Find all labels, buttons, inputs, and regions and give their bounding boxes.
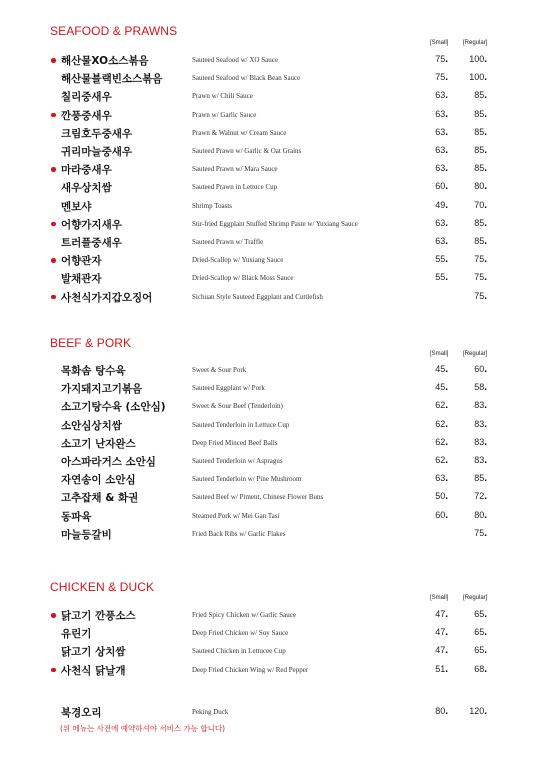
regular-price: [447, 236, 487, 247]
small-size-header: [Small]: [430, 351, 449, 357]
price-dot: .: [445, 72, 448, 84]
price-dot: .: [484, 473, 487, 485]
dish-name-english: Sauteed Tenderloin in Lettuce Cup: [192, 420, 290, 429]
menu-item: [0, 70, 541, 88]
regular-price: [447, 127, 487, 138]
dish-name-english: Shrimp Toasts: [192, 201, 233, 210]
menu-item: [0, 252, 541, 270]
regular-price-value: 80: [474, 181, 485, 192]
menu-item: [0, 125, 541, 143]
dish-name-korean: 닭고기 상치쌈: [61, 646, 126, 659]
regular-price: [447, 364, 487, 375]
menu-item: [0, 471, 541, 489]
regular-price-value: 100: [469, 54, 485, 64]
small-price-value: 50: [435, 491, 446, 502]
dish-name-english: Sauteed Prawn in Lettuce Cup: [192, 183, 278, 192]
price-dot: .: [445, 705, 448, 717]
price-dot: .: [445, 645, 448, 657]
dish-name-english: Sweet & Sour Beef (Tenderloin): [192, 402, 283, 411]
menu-item: [0, 662, 541, 680]
price-dot: .: [484, 645, 487, 657]
regular-price-value: 85: [474, 126, 485, 137]
menu-item: [0, 362, 541, 380]
dish-name-english: Sauteed Prawn w/ Mara Sauce: [192, 165, 278, 174]
price-dot: .: [445, 436, 448, 448]
regular-price: [447, 382, 487, 393]
dish-name-english: Sauteed Prawn w/ Traffle: [192, 238, 264, 246]
small-price-value: 63: [435, 163, 446, 174]
small-price: [408, 163, 448, 174]
dish-name-english: Steamed Pork w/ Mei Gan Tasi: [192, 511, 280, 520]
recommended-dot-icon: [51, 113, 56, 118]
small-price-value: 63: [435, 473, 446, 484]
small-price: [408, 364, 448, 375]
price-dot: .: [445, 455, 448, 466]
recommended-dot-icon: [51, 668, 56, 673]
regular-price: [447, 163, 487, 174]
dish-name-korean: 아스파라거스 소안심: [61, 456, 156, 468]
dish-name-korean: 사천식가지갑오징어: [61, 291, 153, 304]
menu-item: [0, 52, 541, 70]
regular-price-value: 70: [474, 199, 485, 210]
dish-name-korean: 소안심상치쌈: [61, 419, 122, 432]
small-price-value: 62: [435, 418, 446, 429]
price-dot: .: [484, 272, 487, 284]
price-dot: .: [484, 254, 487, 266]
regular-size-header: [Regular]: [463, 595, 488, 601]
regular-price-value: 83: [474, 455, 485, 465]
regular-price: [447, 254, 487, 265]
price-dot: .: [484, 509, 487, 521]
menu-item: [0, 107, 541, 125]
regular-price-value: 85: [474, 473, 485, 484]
price-dot: .: [445, 181, 448, 193]
regular-price-value: 83: [474, 418, 485, 429]
price-dot: .: [484, 663, 487, 675]
regular-price-value: 75: [474, 272, 485, 283]
price-dot: .: [484, 400, 487, 412]
small-price: [408, 109, 448, 120]
dish-name-english: Fried Back Ribs w/ Garlic Flakes: [192, 529, 286, 538]
dish-name-korean: 소고기 난자완스: [61, 437, 136, 450]
small-price-value: 51: [435, 663, 446, 674]
small-price-value: 75: [435, 72, 446, 83]
dish-name-english: Sauteed Beef w/ Piment, Chinese Flower Buns: [192, 493, 324, 502]
price-dot: .: [445, 145, 448, 156]
regular-price: [447, 145, 487, 156]
small-price: [408, 90, 448, 101]
regular-price: [447, 609, 487, 620]
menu-item: [0, 88, 541, 106]
regular-price-value: 120: [469, 705, 485, 716]
regular-price-value: 85: [474, 163, 485, 174]
price-dot: .: [484, 126, 487, 138]
dish-name-korean: 발채관자: [61, 273, 102, 286]
small-price-value: 55: [435, 254, 446, 265]
regular-price: [447, 54, 487, 65]
small-price-value: 63: [435, 108, 446, 119]
small-price: [408, 627, 448, 638]
dish-name-korean: 소고기탕수육 (소안심): [61, 401, 166, 414]
regular-price-value: 60: [474, 364, 485, 374]
small-price: [408, 145, 448, 156]
regular-price: [447, 627, 487, 638]
regular-price: [447, 706, 487, 717]
price-dot: .: [484, 54, 487, 65]
small-price: [408, 254, 448, 265]
price-dot: .: [484, 436, 487, 448]
small-price: [408, 609, 448, 620]
dish-name-english: Sichuan Style Sauteed Eggplant and Cuttlefish: [192, 292, 323, 301]
dish-name-english: Peking Duck: [192, 707, 229, 716]
menu-item: [0, 143, 541, 161]
dish-name-korean: 목화솜 탕수육: [61, 365, 126, 377]
dish-name-english: Stir-fried Eggplant Stuffed Shrimp Paste w/ Yuxiang Sauce: [192, 219, 358, 228]
regular-price: [447, 473, 487, 484]
regular-size-header: [Regular]: [463, 40, 488, 46]
small-price-value: 63: [435, 90, 446, 101]
small-price-value: 62: [435, 455, 446, 465]
regular-price-value: 65: [474, 645, 485, 656]
dish-name-korean: 귀리마늘중새우: [61, 146, 133, 158]
menu-item: [0, 453, 541, 471]
price-dot: .: [484, 418, 487, 430]
regular-price-value: 58: [474, 382, 485, 393]
small-price: [408, 706, 448, 717]
price-dot: .: [484, 90, 487, 102]
small-price: [408, 72, 448, 83]
regular-price: [447, 272, 487, 283]
dish-name-english: Deep Fried Chicken Wing w/ Red Pepper: [192, 665, 309, 674]
small-price-value: 62: [435, 436, 446, 447]
price-dot: .: [484, 364, 487, 375]
regular-price-value: 85: [474, 108, 485, 119]
price-dot: .: [445, 364, 448, 375]
regular-price: [447, 510, 487, 521]
dish-name-english: Dried-Scallop w/ Black Moss Sauce: [192, 274, 294, 283]
menu-item: [0, 526, 541, 544]
regular-price: [447, 528, 487, 539]
recommended-dot-icon: [51, 58, 56, 63]
menu-item: [0, 704, 541, 722]
dish-name-korean: 해산물XO소스볶음: [61, 55, 149, 67]
regular-price-value: 75: [474, 527, 485, 538]
regular-price-value: 68: [474, 663, 485, 674]
recommended-dot-icon: [51, 222, 56, 227]
section-title: CHICKEN & DUCK: [50, 580, 155, 594]
price-dot: .: [484, 455, 487, 466]
regular-price-value: 83: [474, 400, 485, 411]
small-price-value: 49: [435, 199, 446, 210]
menu-item: [0, 508, 541, 526]
small-price: [408, 664, 448, 675]
small-size-header: [Small]: [430, 595, 449, 601]
price-dot: .: [445, 254, 448, 266]
small-price: [408, 272, 448, 283]
menu-item: [0, 161, 541, 179]
menu-item: [0, 179, 541, 197]
menu-item: [0, 435, 541, 453]
dish-name-korean: 자연송이 소안심: [61, 474, 136, 487]
small-price-value: 75: [435, 54, 446, 64]
price-dot: .: [445, 400, 448, 412]
dish-name-english: Fried Spicy Chicken w/ Garlic Sauce: [192, 611, 297, 619]
dish-name-english: Prawn w/ Garlic Sauce: [192, 110, 257, 119]
dish-name-korean: 칠리중새우: [61, 91, 112, 104]
small-price-value: 63: [435, 145, 446, 155]
small-price-value: 63: [435, 126, 446, 137]
price-dot: .: [445, 90, 448, 102]
dish-name-korean: 동파육: [61, 510, 92, 523]
price-dot: .: [445, 509, 448, 521]
small-price: [408, 382, 448, 393]
dish-name-korean: 닭고기 깐풍소스: [61, 610, 136, 622]
small-price: [408, 127, 448, 138]
menu-item: [0, 198, 541, 216]
dish-name-english: Sauteed Tenderloin w/ Aspragus: [192, 457, 283, 465]
price-dot: .: [445, 199, 448, 211]
dish-name-english: Sauteed Seafood w/ Black Bean Sauce: [192, 74, 301, 83]
small-price-value: 55: [435, 272, 446, 283]
price-dot: .: [445, 272, 448, 284]
price-dot: .: [484, 72, 487, 84]
price-dot: .: [445, 54, 448, 65]
menu-item: [0, 216, 541, 234]
regular-price: [447, 664, 487, 675]
regular-price-value: 65: [474, 627, 485, 638]
regular-price: [447, 400, 487, 411]
dish-name-english: Sauteed Prawn w/ Garlic & Oat Grains: [192, 147, 302, 155]
menu-item: [0, 625, 541, 643]
price-dot: .: [445, 418, 448, 430]
small-price: [408, 236, 448, 247]
menu-item: [0, 643, 541, 661]
price-dot: .: [484, 491, 487, 503]
dish-name-korean: 트러플중새우: [61, 237, 122, 249]
regular-price-value: 65: [474, 609, 485, 619]
dish-name-korean: 해산물블랙빈소스볶음: [61, 73, 163, 86]
price-dot: .: [484, 163, 487, 175]
regular-price: [447, 645, 487, 656]
small-price: [408, 437, 448, 448]
dish-name-english: Prawn w/ Chili Sauce: [192, 92, 253, 101]
regular-price-value: 100: [469, 72, 485, 83]
dish-name-korean: 크림호두중새우: [61, 127, 133, 140]
regular-price-value: 75: [474, 254, 485, 265]
regular-price: [447, 437, 487, 448]
small-size-header: [Small]: [430, 40, 449, 46]
small-price: [408, 510, 448, 521]
price-dot: .: [445, 382, 448, 394]
price-dot: .: [445, 663, 448, 675]
price-dot: .: [445, 108, 448, 120]
small-price: [408, 419, 448, 430]
price-dot: .: [484, 199, 487, 211]
price-dot: .: [484, 290, 487, 302]
recommended-dot-icon: [51, 167, 56, 172]
small-price: [408, 473, 448, 484]
dish-name-english: Prawn & Walnut w/ Cream Sauce: [192, 128, 287, 137]
menu-item: [0, 398, 541, 416]
regular-price: [447, 90, 487, 101]
dish-name-english: Deep Fried Minced Beef Balls: [192, 438, 278, 447]
regular-price-value: 85: [474, 90, 485, 101]
regular-price: [447, 181, 487, 192]
price-dot: .: [445, 473, 448, 485]
regular-price-value: 85: [474, 217, 485, 228]
dish-name-korean: 어향가지새우: [61, 218, 122, 231]
dish-name-english: Sweet & Sour Pork: [192, 366, 247, 374]
small-price-value: 47: [435, 645, 446, 656]
small-price-value: 60: [435, 181, 446, 192]
regular-price: [447, 419, 487, 430]
dish-name-english: Sauteed Tenderloin w/ Pine Mushroom: [192, 475, 302, 484]
small-price-value: 63: [435, 236, 446, 246]
menu-item: [0, 417, 541, 435]
price-dot: .: [445, 491, 448, 503]
regular-size-header: [Regular]: [463, 351, 488, 357]
small-price: [408, 491, 448, 502]
recommended-dot-icon: [51, 295, 56, 300]
price-dot: .: [484, 382, 487, 394]
dish-name-english: Sauteed Seafood w/ XO Sauce: [192, 56, 278, 64]
price-dot: .: [445, 236, 448, 247]
small-price-value: 45: [435, 364, 446, 374]
price-dot: .: [445, 609, 448, 620]
small-price-value: 47: [435, 609, 446, 619]
menu-item: [0, 489, 541, 507]
dish-name-korean: 고추잡채 & 화권: [61, 492, 139, 505]
dish-name-korean: 가지돼지고기볶음: [61, 383, 143, 396]
dish-name-korean: 마라중새우: [61, 164, 112, 177]
menu-item: [0, 270, 541, 288]
regular-price: [447, 72, 487, 83]
price-dot: .: [445, 627, 448, 639]
small-price-value: 45: [435, 382, 446, 393]
regular-price-value: 80: [474, 509, 485, 520]
menu-item: [0, 289, 541, 307]
small-price: [408, 54, 448, 65]
menu-item: [0, 380, 541, 398]
price-dot: .: [484, 705, 487, 717]
dish-name-korean: 유린기: [61, 628, 92, 641]
section-title: BEEF & PORK: [50, 336, 132, 350]
small-price: [408, 455, 448, 466]
small-price-value: 62: [435, 400, 446, 411]
dish-name-korean: 멘보샤: [61, 200, 92, 213]
price-dot: .: [484, 627, 487, 639]
price-dot: .: [484, 108, 487, 120]
reservation-note: (위 메뉴는 사전에 예약하셔야 서비스 가능 합니다): [60, 724, 226, 733]
small-price-value: 80: [435, 705, 446, 716]
regular-price: [447, 218, 487, 229]
recommended-dot-icon: [51, 613, 56, 618]
regular-price-value: 83: [474, 436, 485, 447]
regular-price-value: 85: [474, 145, 485, 155]
dish-name-english: Sauteed Chicken in Lettucee Cup: [192, 647, 286, 656]
regular-price-value: 72: [474, 491, 485, 502]
dish-name-korean: 마늘등갈비: [61, 528, 112, 541]
menu-item: [0, 234, 541, 252]
small-price-value: 60: [435, 509, 446, 520]
regular-price-value: 85: [474, 236, 485, 246]
dish-name-korean: 새우상치쌈: [61, 182, 112, 195]
price-dot: .: [445, 163, 448, 175]
dish-name-korean: 북경오리: [61, 706, 102, 719]
regular-price: [447, 291, 487, 302]
price-dot: .: [484, 217, 487, 229]
regular-price: [447, 200, 487, 211]
price-dot: .: [484, 527, 487, 539]
dish-name-english: Dried-Scallop w/ Yuxiang Sauce: [192, 256, 284, 265]
section-title: SEAFOOD & PRAWNS: [50, 24, 178, 38]
regular-price: [447, 491, 487, 502]
small-price: [408, 645, 448, 656]
price-dot: .: [445, 126, 448, 138]
price-dot: .: [484, 145, 487, 156]
price-dot: .: [484, 181, 487, 193]
small-price: [408, 200, 448, 211]
regular-price-value: 75: [474, 290, 485, 301]
regular-price: [447, 109, 487, 120]
small-price: [408, 218, 448, 229]
regular-price: [447, 455, 487, 466]
price-dot: .: [445, 217, 448, 229]
small-price-value: 47: [435, 627, 446, 638]
menu-item: [0, 607, 541, 625]
small-price: [408, 181, 448, 192]
dish-name-korean: 어향관자: [61, 255, 102, 268]
small-price-value: 63: [435, 217, 446, 228]
dish-name-english: Deep Fried Chicken w/ Soy Sauce: [192, 629, 289, 638]
dish-name-korean: 사천식 닭날개: [61, 664, 126, 677]
dish-name-korean: 깐풍중새우: [61, 109, 112, 122]
dish-name-english: Sauteed Eggplant w/ Pork: [192, 384, 265, 393]
recommended-dot-icon: [51, 258, 56, 263]
price-dot: .: [484, 236, 487, 247]
small-price: [408, 400, 448, 411]
price-dot: .: [484, 609, 487, 620]
